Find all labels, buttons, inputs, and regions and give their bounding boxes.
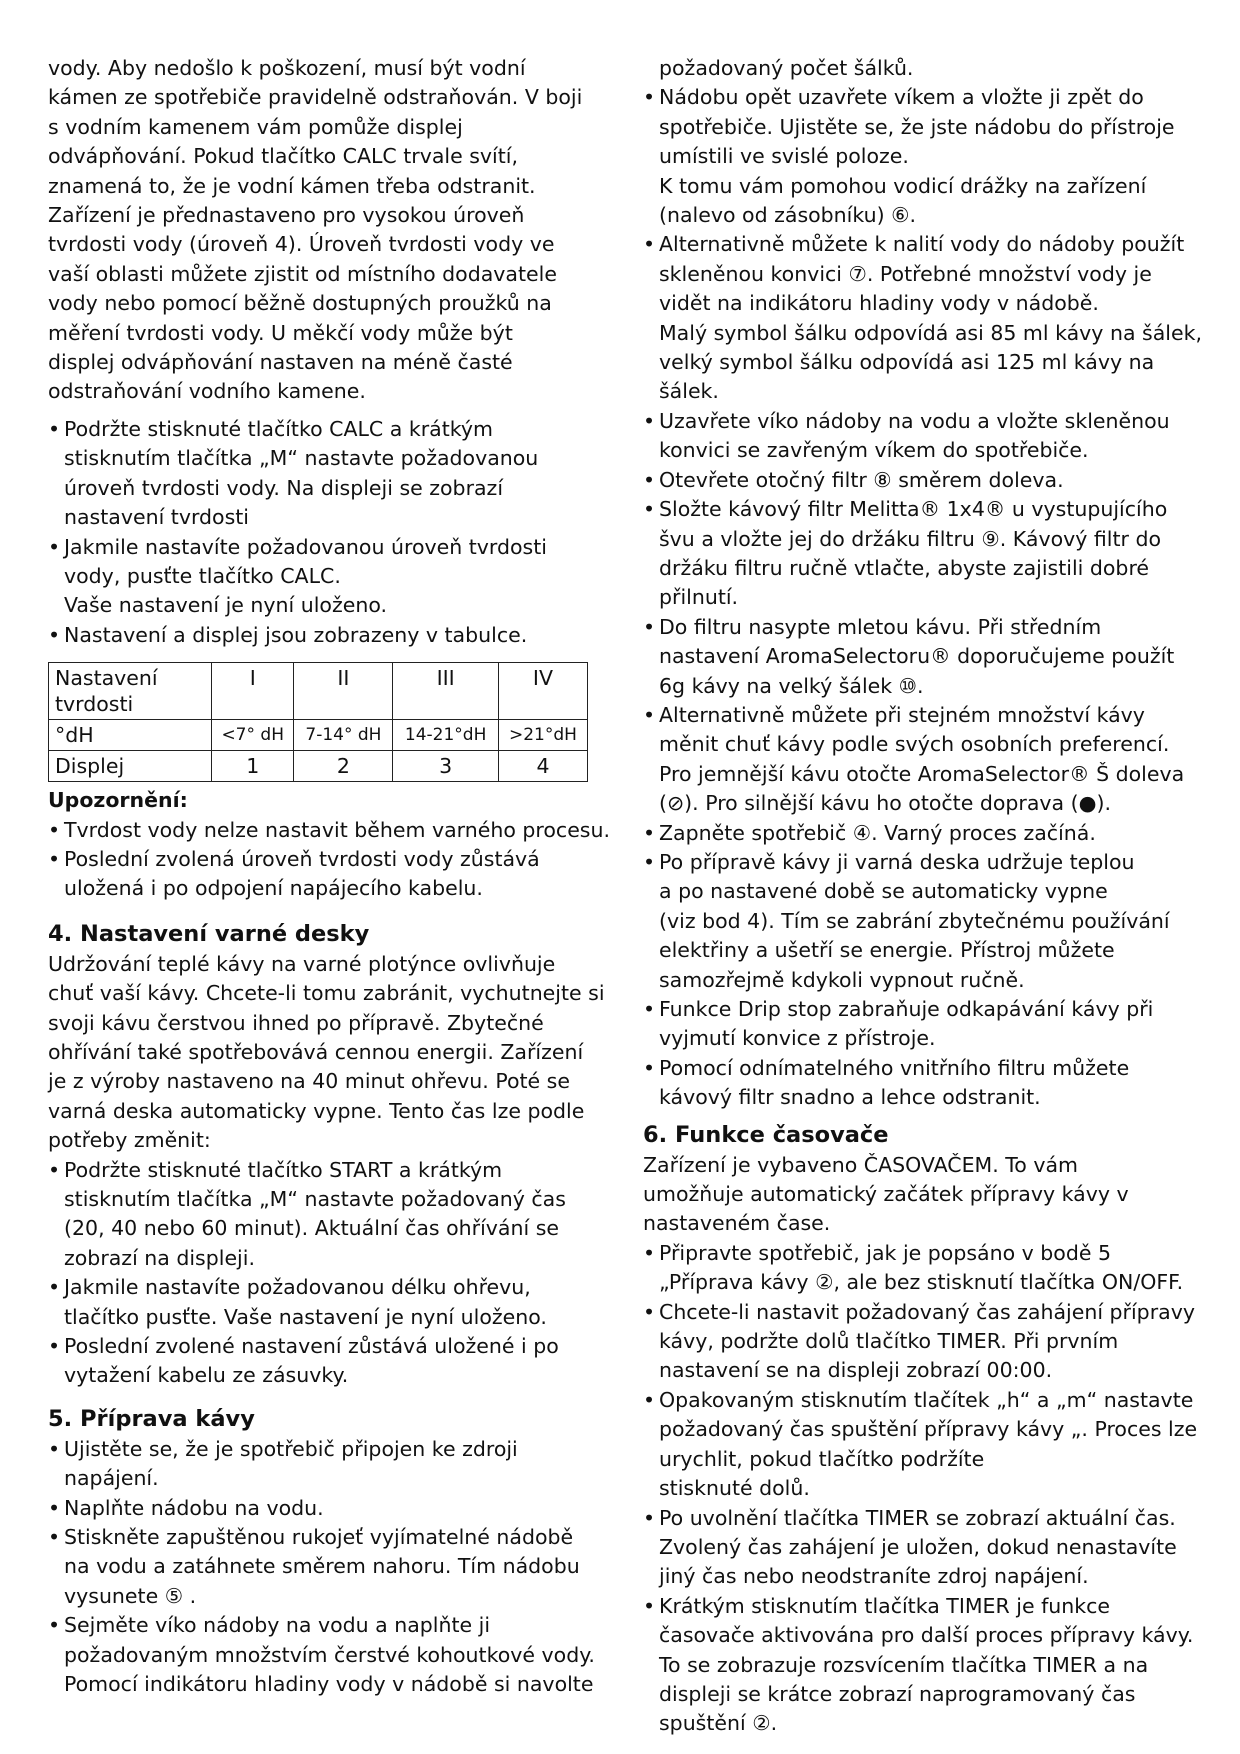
section-6-list (643, 1239, 1203, 1739)
list-item (48, 1273, 618, 1332)
list-item (48, 816, 618, 845)
list-item-line: přilnutí. (659, 585, 739, 610)
section-6-paragraph (643, 1151, 1203, 1239)
list-item-line: • Alternativně můžete k nalití vody do nádoby použít (659, 232, 1185, 257)
list-item (643, 613, 1203, 701)
list-item (643, 1386, 1203, 1504)
list-item (643, 1298, 1203, 1386)
list-item-line: stisknuté dolů. (659, 1476, 810, 1501)
list-item-line: • Nádobu opět uzavřete víkem a vložte ji zpět do (659, 85, 1144, 110)
text-line: vody. Aby nedošlo k poškození, musí být vodní (48, 56, 526, 80)
list-item-line: švu a vložte jej do držáku filtru ⑨. Kávový filtr do (659, 526, 1162, 551)
text-line: potřeby změnit: (48, 1128, 211, 1153)
text-line: varná deska automaticky vypne. Tento čas lze podle (48, 1098, 585, 1123)
list-item-line: • Podržte stisknuté tlačítko CALC a krátkým (64, 416, 493, 441)
text-line: Zařízení je vybaveno ČASOVAČEM. To vám (643, 1152, 1079, 1177)
list-item-line: požadovaným množstvím čerstvé kohoutkové vody. (64, 1642, 595, 1667)
list-item-line: Pomocí indikátoru hladiny vody v nádobě si navolte (64, 1672, 594, 1697)
list-item-line: nastavení AromaSelectoru® doporučujeme použít (659, 644, 1175, 669)
table-cell: °dH (49, 720, 212, 751)
list-item-line: elektřiny a ušetří se energie. Přístroj můžete (659, 938, 1115, 963)
continued-line: požadovaný počet šálků. (659, 56, 914, 80)
list-item-line: Pro jemnější kávu otočte AromaSelector® Š doleva (659, 761, 1185, 786)
section-4-title: 4. Nastavení varné desky (48, 920, 370, 947)
list-item-line: • Chcete-li nastavit požadovaný čas zahájení přípravy (659, 1299, 1195, 1324)
list-item-line: • Otevřete otočný filtr ⑧ směrem doleva. (659, 467, 1064, 492)
list-item-line: K tomu vám pomohou vodicí drážky na zařízení (659, 173, 1147, 198)
section-5-title: 5. Příprava kávy (48, 1405, 255, 1432)
table-cell: >21°dH (498, 720, 587, 751)
list-item-line: • Tvrdost vody nelze nastavit během varného procesu. (64, 817, 610, 842)
list-item-line: • Poslední zvolené nastavení zůstává uložené i po (64, 1334, 559, 1359)
text-line: kámen ze spotřebiče pravidelně odstraňován. V boji (48, 85, 583, 110)
list-item (48, 533, 618, 621)
table-cell: 14-21°dH (393, 720, 499, 751)
list-item (643, 1504, 1203, 1592)
list-item-line: nastavení se na displeji zobrazí 00:00. (659, 1358, 1053, 1383)
list-item-line: • Jakmile nastavíte požadovanou délku ohřevu, (64, 1275, 531, 1300)
text-line: odstraňování vodního kamene. (48, 379, 366, 404)
preparation-list (643, 83, 1203, 1112)
list-item-line: umístili ve svislé poloze. (659, 144, 909, 169)
list-item-line: • Připravte spotřebič, jak je popsáno v bodě 5 (659, 1240, 1112, 1265)
text-line: tvrdosti vody (úroveň 4). Úroveň tvrdosti vody ve (48, 232, 555, 257)
table-cell: <7° dH (212, 720, 294, 751)
list-item-line: • Krátkým stisknutím tlačítka TIMER je funkce (659, 1593, 1111, 1618)
table-cell: 2 (294, 751, 393, 782)
list-item-line: držáku filtru ručně vtlačte, abyste zajistili dobré (659, 555, 1150, 580)
table-row (49, 663, 588, 720)
table-cell: III (393, 663, 499, 720)
list-item-line: • Ujistěte se, že je spotřebič připojen ke zdroji (64, 1436, 518, 1461)
list-item (48, 1523, 618, 1611)
list-item-line: stisknutím tlačítka „M“ nastavte požadovanou (64, 446, 539, 471)
section-4-list (48, 1156, 618, 1391)
list-item (643, 701, 1203, 819)
list-item-line: • Naplňte nádobu na vodu. (64, 1495, 324, 1520)
list-item-line: spotřebiče. Ujistěte se, že jste nádobu do přístroje (659, 114, 1175, 139)
list-item-line: časovače aktivována pro další proces přípravy kávy. (659, 1623, 1194, 1648)
list-item-line: skleněnou konvici ⑦. Potřebné množství vody je (659, 261, 1152, 286)
list-item-line: tlačítko pusťte. Vaše nastavení je nyní uloženo. (64, 1304, 547, 1329)
list-item-line: urychlit, pokud tlačítko podržíte (659, 1446, 985, 1471)
list-item-line: • Jakmile nastavíte požadovanou úroveň tvrdosti (64, 534, 547, 559)
list-item-line: na vodu a zatáhnete směrem nahoru. Tím nádobu (64, 1554, 580, 1579)
list-item (48, 1156, 618, 1274)
list-item-line: (viz bod 4). Tím se zabrání zbytečnému používání (659, 908, 1170, 933)
list-item-line: konvici se zavřeným víkem do spotřebiče. (659, 438, 1089, 463)
table-cell: 7-14° dH (294, 720, 393, 751)
text-line: znamená to, že je vodní kámen třeba odstranit. (48, 173, 536, 198)
list-item-line: (20, 40 nebo 60 minut). Aktuální čas ohřívání se (64, 1216, 559, 1241)
list-item-line: spuštění ②. (659, 1711, 778, 1736)
table-cell: 4 (498, 751, 587, 782)
table-cell: II (294, 663, 393, 720)
text-line: umožňuje automatický začátek přípravy kávy v (643, 1182, 1129, 1207)
text-line: měření tvrdosti vody. U měkčí vody může být (48, 320, 513, 345)
list-item-line: 6g kávy na velký šálek ⑩. (659, 673, 924, 698)
table-cell: Displej (49, 751, 212, 782)
text-line: nastaveném čase. (643, 1211, 831, 1236)
list-item-line: • Zapněte spotřebič ④. Varný proces začíná. (659, 820, 1096, 845)
list-item (48, 1494, 618, 1523)
text-line: je z výroby nastaveno na 40 minut ohřevu. Poté se (48, 1069, 570, 1094)
table-cell: Nastavení tvrdosti (49, 663, 212, 720)
table-row (49, 720, 588, 751)
list-item-line: • Poslední zvolená úroveň tvrdosti vody zůstává (64, 846, 540, 871)
calc-instructions-list (48, 415, 618, 650)
list-item-line: displeji se krátce zobrazí naprogramovaný čas (659, 1681, 1136, 1706)
section-5-list (48, 1435, 618, 1700)
list-item (643, 1239, 1203, 1298)
hardness-table (48, 662, 588, 782)
list-item-line: napájení. (64, 1466, 159, 1491)
table-row (49, 751, 588, 782)
table-cell: I (212, 663, 294, 720)
list-item-line: • Po přípravě kávy ji varná deska udržuje teplou (659, 849, 1135, 874)
text-line: Udržování teplé kávy na varné plotýnce ovlivňuje (48, 951, 556, 976)
list-item-line: • Funkce Drip stop zabraňuje odkapávání kávy při (659, 997, 1154, 1021)
list-item (643, 495, 1203, 613)
list-item-line: • Opakovaným stisknutím tlačítek „h“ a „m“ nastavte (659, 1387, 1194, 1412)
left-column (48, 54, 618, 1700)
list-item-line: • Pomocí odnímatelného vnitřního filtru můžete (659, 1055, 1130, 1080)
list-item (643, 1592, 1203, 1739)
list-item (48, 1332, 618, 1391)
list-item-line: vody, pusťte tlačítko CALC. (64, 563, 341, 588)
list-item (48, 845, 618, 904)
list-item-line: • Nastavení a displej jsou zobrazeny v tabulce. (64, 622, 528, 647)
intro-paragraph (48, 54, 618, 407)
section-4-paragraph (48, 950, 618, 1156)
list-item-line: (⊘). Pro silnější kávu ho otočte doprava (●). (659, 791, 1112, 816)
list-item-line: jiný čas nebo neodstraníte zdroj napájení. (659, 1564, 1089, 1589)
list-item-line: a po nastavené době se automaticky vypne (659, 879, 1108, 904)
list-item-line: měnit chuť kávy podle svých osobních preferencí. (659, 732, 1170, 757)
list-item-line: vytažení kabelu ze zásuvky. (64, 1363, 349, 1388)
list-item-line: „Příprava kávy ②, ale bez stisknutí tlačítka ON/OFF. (659, 1270, 1184, 1295)
list-item (643, 1054, 1203, 1113)
list-item (643, 995, 1203, 1054)
list-item-line: vidět na indikátoru hladiny vody v nádobě. (659, 291, 1099, 316)
section-6-title: 6. Funkce časovače (643, 1121, 889, 1148)
list-item-line: požadovaný čas spuštění přípravy kávy „. Proces lze (659, 1417, 1198, 1442)
list-item-line: kávy, podržte dolů tlačítko TIMER. Při prvním (659, 1329, 1119, 1354)
text-line: chuť vaší kávy. Chcete-li tomu zabránit, vychutnejte si (48, 981, 605, 1006)
table-cell: 3 (393, 751, 499, 782)
list-item-line: • Podržte stisknuté tlačítko START a krátkým (64, 1157, 503, 1182)
table-cell: IV (498, 663, 587, 720)
list-item-line: • Po uvolnění tlačítka TIMER se zobrazí aktuální čas. (659, 1505, 1176, 1530)
list-item (48, 415, 618, 533)
list-item (48, 1611, 618, 1699)
table-cell: 1 (212, 751, 294, 782)
list-item-line: zobrazí na displeji. (64, 1245, 255, 1270)
text-line: vaší oblasti můžete zjistit od místního dodavatele (48, 261, 557, 286)
text-line: vody nebo pomocí běžně dostupných proužků na (48, 291, 552, 316)
list-item-line: nastavení tvrdosti (64, 505, 249, 530)
right-column (643, 54, 1203, 1739)
list-item-line: vysunete ⑤ . (64, 1583, 197, 1608)
list-item (643, 407, 1203, 466)
list-item (48, 621, 618, 650)
note-title: Upozornění: (48, 788, 188, 813)
list-item-line: • Uzavřete víko nádoby na vodu a vložte skleněnou (659, 408, 1170, 433)
list-item-line: Malý symbol šálku odpovídá asi 85 ml kávy na šálek, (659, 320, 1202, 345)
list-item-line: šálek. (659, 379, 719, 404)
text-line: s vodním kamenem vám pomůže displej (48, 114, 463, 139)
list-item-line: Vaše nastavení je nyní uloženo. (64, 593, 388, 618)
text-line: Zařízení je přednastaveno pro vysokou úroveň (48, 203, 525, 228)
list-item (643, 83, 1203, 230)
list-item-line: • Do filtru nasypte mletou kávu. Při středním (659, 614, 1102, 639)
list-item-line: samozřejmě kdykoli vypnout ručně. (659, 967, 1025, 992)
list-item-line: úroveň tvrdosti vody. Na displeji se zobrazí (64, 475, 504, 500)
list-item (643, 819, 1203, 848)
list-item-line: • Stiskněte zapuštěnou rukojeť vyjímatelné nádobě (64, 1525, 574, 1550)
notes-list (48, 816, 618, 904)
text-line: displej odvápňování nastaven na méně časté (48, 350, 513, 375)
list-item-line: velký symbol šálku odpovídá asi 125 ml kávy na (659, 350, 1155, 375)
list-item (643, 230, 1203, 406)
list-item-line: • Sejměte víko nádoby na vodu a naplňte ji (64, 1613, 491, 1638)
list-item-line: Zvolený čas zahájení je uložen, dokud nenastavíte (659, 1534, 1177, 1559)
list-item-line: kávový filtr snadno a lehce odstranit. (659, 1085, 1041, 1110)
text-line: ohřívání také spotřebovává cennou energii. Zařízení (48, 1039, 584, 1064)
list-item-line: vyjmutí konvice z přístroje. (659, 1026, 936, 1051)
list-item-line: To se zobrazuje rozsvícením tlačítka TIMER a na (659, 1652, 1149, 1677)
list-item (643, 466, 1203, 495)
list-item-line: (nalevo od zásobníku) ⑥. (659, 203, 917, 228)
list-item-line: stisknutím tlačítka „M“ nastavte požadovaný čas (64, 1187, 566, 1211)
text-line: svoji kávu čerstvou ihned po přípravě. Zbytečné (48, 1010, 544, 1035)
list-item-line: • Alternativně můžete při stejném množství kávy (659, 702, 1145, 727)
text-line: odvápňování. Pokud tlačítko CALC trvale svítí, (48, 144, 518, 169)
list-item (643, 848, 1203, 995)
list-item-line: • Složte kávový filtr Melitta® 1x4® u vystupujícího (659, 497, 1168, 522)
list-item (48, 1435, 618, 1494)
list-item-line: uložená i po odpojení napájecího kabelu. (64, 876, 483, 901)
